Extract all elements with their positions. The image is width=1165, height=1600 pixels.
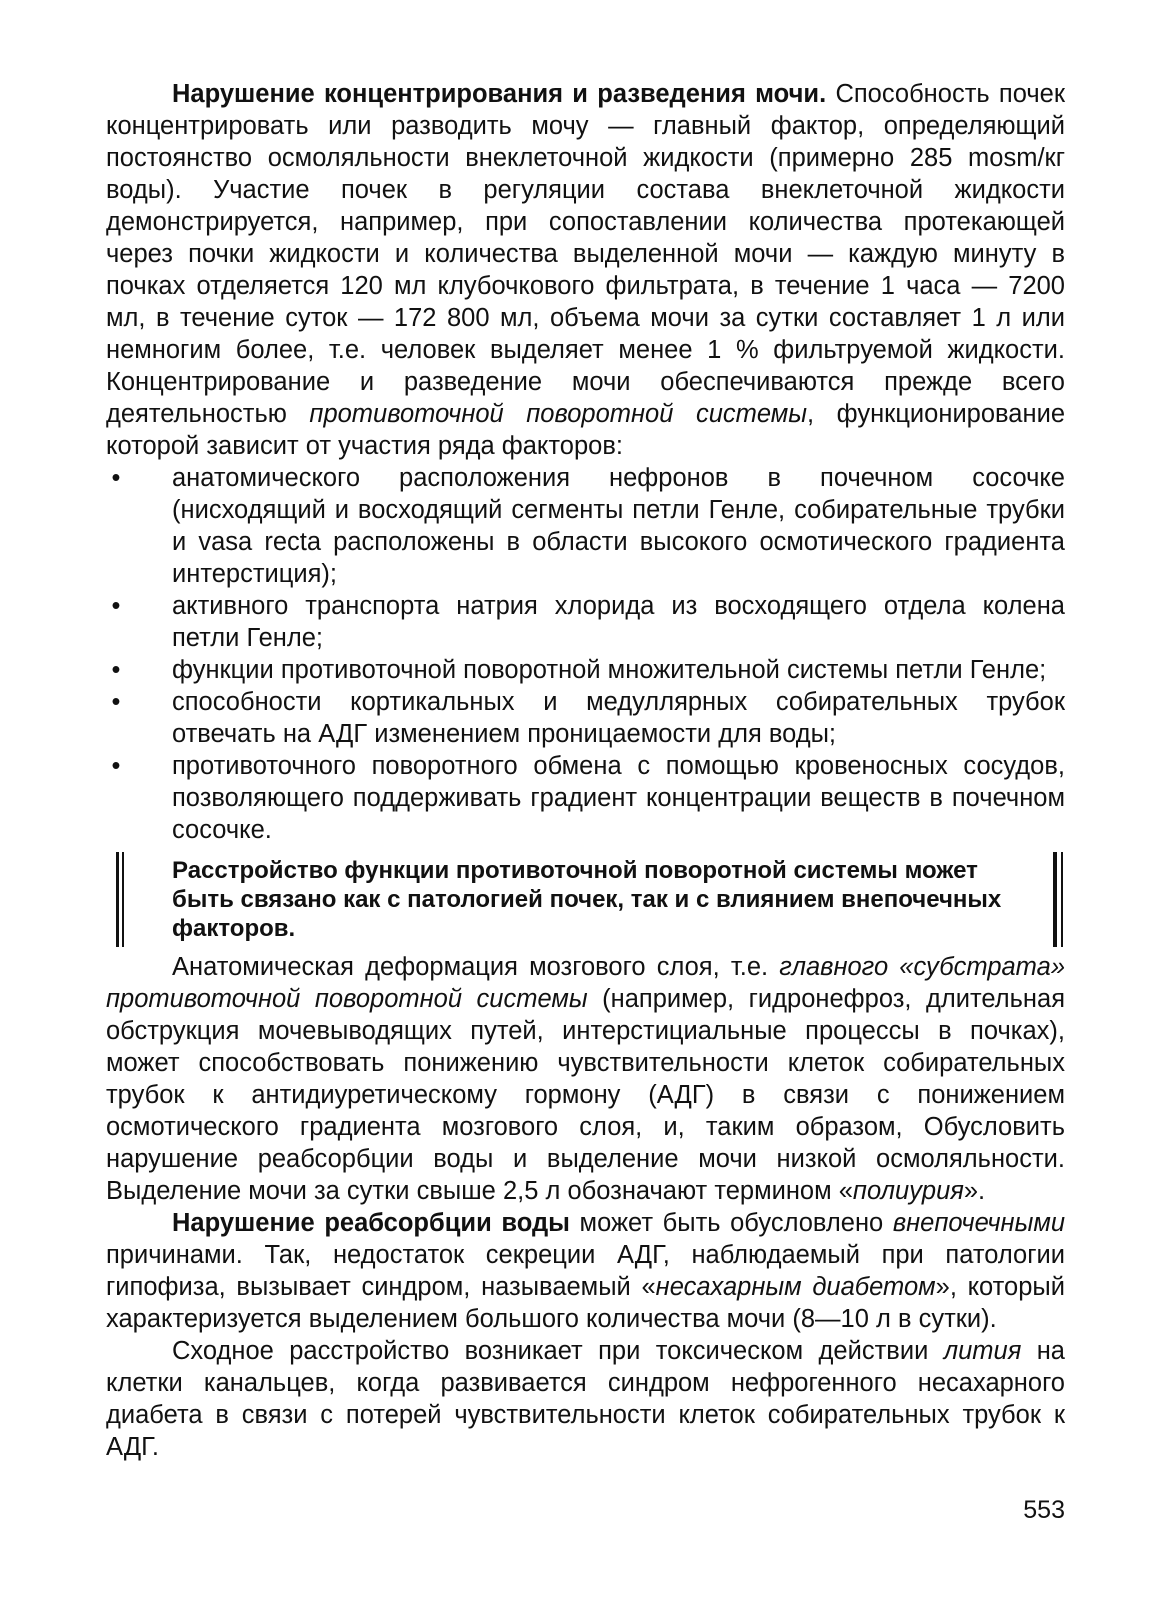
bullet-icon: • (111, 656, 121, 684)
paragraph-lithium (106, 1335, 1065, 1463)
paragraph-reabsorption (106, 1207, 1065, 1335)
emphasis-term: главного «субстрата» противоточной поворотной системы (106, 953, 1065, 1013)
paragraph-text: , функционирование которой зависит от участия ряда факторов: (106, 400, 1066, 460)
paragraph-text: на клетки канальцев, когда развивается синдром нефрогенного несахарного диабета в связи с потерей чувствительности клеток собирательных трубок к АДГ. (106, 1337, 1065, 1461)
emphasis-term: внепочечными (892, 1209, 1066, 1237)
callout-bar-right (1053, 852, 1063, 947)
list-item (106, 750, 1065, 846)
callout-bar-left (116, 852, 124, 947)
paragraph-concentration (106, 78, 1065, 462)
bullet-icon: • (111, 688, 121, 716)
emphasis-term: полиурия (852, 1177, 964, 1205)
bullet-icon: • (111, 464, 121, 492)
list-item-text: противоточного поворотного обмена с помощью кровеносных сосудов, позволяющего поддерживать градиент концентрации веществ в почечном сосочке. (172, 752, 1065, 844)
bullet-icon: • (111, 752, 121, 780)
list-item-text: анатомического расположения нефронов в почечном сосочке (нисходящий и восходящий сегменты петли Генле, собирательные трубки и vasa recta расположены в области высокого осмотического градиента интерстиция); (172, 464, 1065, 588)
paragraph-lead: Нарушение концентрирования и разведения мочи. (172, 80, 827, 108)
callout-text: Расстройство функции противоточной поворотной системы может быть связано как с патологией почек, так и с влиянием внепочечных факторов. (172, 857, 1002, 942)
bullet-icon: • (111, 592, 121, 620)
list-item (106, 654, 1065, 686)
paragraph-text: », который характеризуется выделением большого количества мочи (8—10 л в сутки). (106, 1273, 1065, 1333)
list-item-text: способности кортикальных и медуллярных собирательных трубок отвечать на АДГ изменением проницаемости для воды; (172, 688, 1065, 748)
emphasis-term: несахарным диабетом (655, 1273, 936, 1301)
factors-list (106, 462, 1065, 846)
page-number: 553 (1023, 1496, 1065, 1524)
list-item (106, 590, 1065, 654)
paragraph-text: причинами. Так, недостаток секреции АДГ, наблюдаемый при патологии гипофиза, вызывает синдром, называемый « (106, 1241, 1065, 1301)
list-item (106, 686, 1065, 750)
paragraph-text: Способность почек концентрировать или разводить мочу — главный фактор, определяющий постоянство осмоляльности внеклеточной жидкости (примерно 285 mosm/кг воды). Участие почек в регуляции состава внеклеточной жидкости демонстрируется, например, при сопоставлении количества протекающей через почки жидкости и количества выделенной мочи — каждую минуту в почках отделяется 120 мл клубочкового фильтрата, в течение 1 часа — 7200 мл, в течение суток — 172 800 мл, объема мочи за сутки составляет 1 л или немногим более, т.е. человек выделяет менее 1 % фильтруемой жидкости. Концентрирование и разведение мочи обеспечиваются прежде всего деятельностью (106, 80, 1065, 428)
paragraph-lead: Нарушение реабсорбции воды (172, 1209, 570, 1237)
list-item-text: активного транспорта натрия хлорида из восходящего отдела колена петли Генле; (172, 592, 1065, 652)
paragraph-deformation (106, 951, 1065, 1207)
list-item (106, 462, 1065, 590)
paragraph-text: Сходное расстройство возникает при токсическом действии (172, 1337, 944, 1365)
paragraph-text: Анатомическая деформация мозгового слоя, т.е. (172, 953, 780, 981)
highlight-callout (106, 850, 1065, 947)
emphasis-term: лития (943, 1337, 1022, 1365)
list-item-text: функции противоточной поворотной множительной системы петли Генле; (172, 656, 1047, 684)
emphasis-term: противоточной поворотной системы (309, 400, 808, 428)
paragraph-text: ». (963, 1177, 986, 1205)
paragraph-text: (например, гидронефроз, длительная обструкция мочевыводящих путей, интерстициальные процессы в почках), может способствовать понижению чувствительности клеток собирательных трубок к антидиуретическому гормону (АДГ) в связи с понижением осмотического градиента мозгового слоя, и, таким образом, Обусловить нарушение реабсорбции воды и выделение мочи низкой осмоляльности. Выделение мочи за сутки свыше 2,5 л обозначают термином « (106, 985, 1065, 1205)
paragraph-text: может быть обусловлено (569, 1209, 893, 1237)
